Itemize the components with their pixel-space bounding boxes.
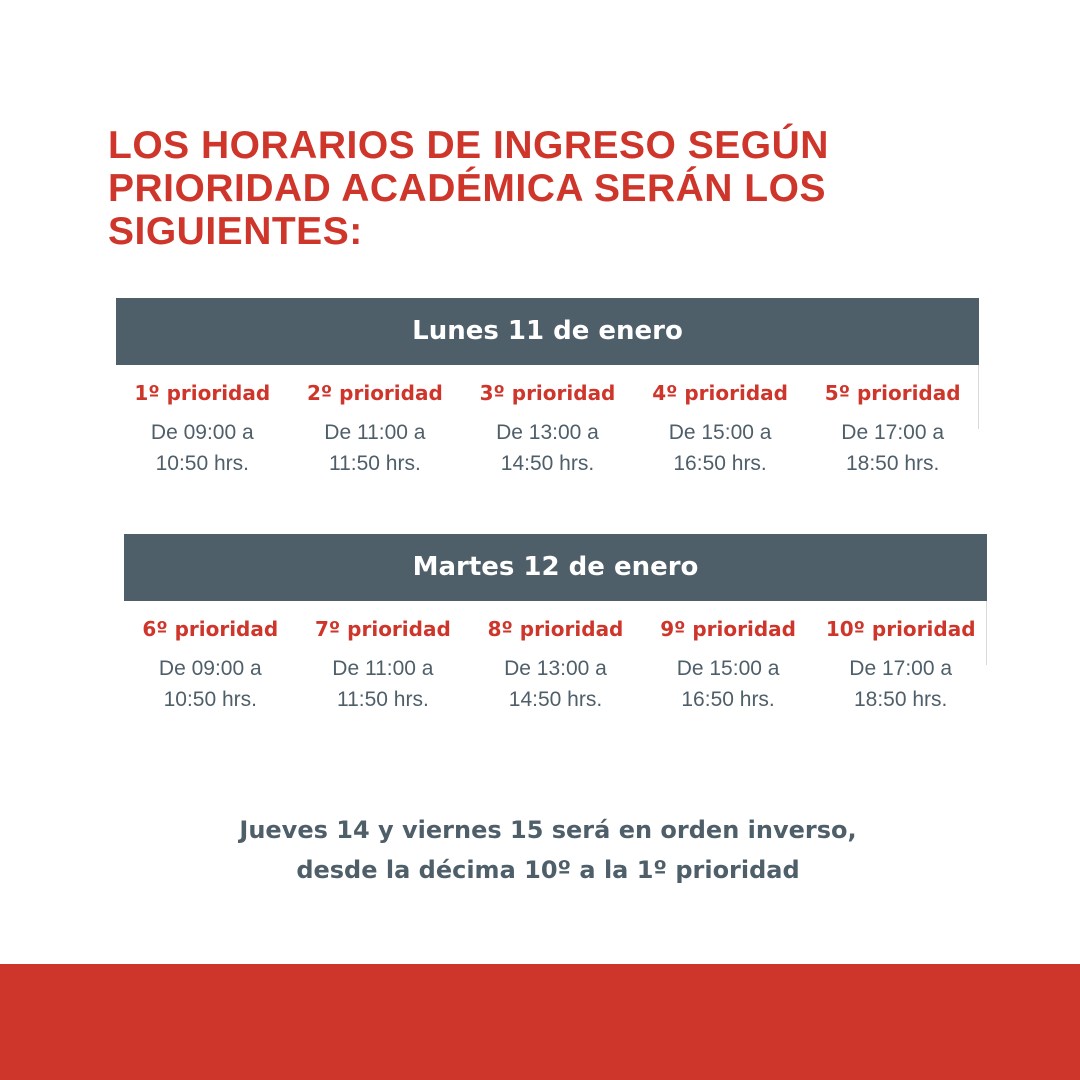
time-range <box>814 653 987 715</box>
time-end: 10:50 hrs. <box>163 688 257 711</box>
time-start: De 13:00 a <box>504 657 607 680</box>
slot-priority-6 <box>124 601 297 715</box>
slot-priority-9 <box>642 601 815 715</box>
time-end: 11:50 hrs. <box>336 688 429 711</box>
slot-priority-8 <box>469 601 642 715</box>
priority-label: 4º prioridad <box>652 381 788 405</box>
priority-label: 8º prioridad <box>487 617 624 641</box>
slot-priority-7 <box>297 601 470 715</box>
time-end: 16:50 hrs. <box>673 452 767 475</box>
time-range <box>642 653 815 715</box>
time-start: De 15:00 a <box>668 421 772 444</box>
slot-priority-1 <box>116 365 289 479</box>
time-start: De 15:00 a <box>676 657 780 680</box>
time-start: De 09:00 a <box>150 421 254 444</box>
priority-label: 7º prioridad <box>315 617 451 641</box>
time-start: De 17:00 a <box>849 657 953 680</box>
day-slots-area <box>124 601 987 711</box>
slot-row <box>124 601 987 715</box>
slot-priority-5 <box>806 365 979 479</box>
priority-label: 1º prioridad <box>134 381 271 405</box>
time-end: 16:50 hrs. <box>681 688 775 711</box>
time-start: De 13:00 a <box>496 421 599 444</box>
time-start: De 11:00 a <box>332 657 434 680</box>
slot-priority-2 <box>289 365 462 479</box>
day-header: Martes 12 de enero <box>124 534 987 601</box>
time-start: De 09:00 a <box>158 657 262 680</box>
time-end: 18:50 hrs. <box>853 688 948 711</box>
slot-priority-4 <box>634 365 807 479</box>
slot-row <box>116 365 979 479</box>
time-end: 10:50 hrs. <box>155 452 249 475</box>
time-range <box>806 417 979 479</box>
time-end: 14:50 hrs. <box>508 688 603 711</box>
time-range <box>634 417 807 479</box>
time-start: De 11:00 a <box>324 421 426 444</box>
time-start: De 17:00 a <box>841 421 945 444</box>
time-range <box>116 417 289 479</box>
schedule-tuesday <box>124 534 987 711</box>
time-range <box>461 417 634 479</box>
day-slots-area <box>116 365 979 475</box>
note-line-1: Jueves 14 y viernes 15 será en orden inverso, <box>239 816 857 844</box>
priority-label: 9º prioridad <box>660 617 796 641</box>
time-end: 18:50 hrs. <box>845 452 940 475</box>
page-title <box>108 124 988 253</box>
time-end: 11:50 hrs. <box>328 452 421 475</box>
note-line-2: desde la décima 10º a la 1º prioridad <box>296 856 800 884</box>
title-line-3: SIGUIENTES: <box>108 210 363 253</box>
priority-label: 2º prioridad <box>307 381 443 405</box>
priority-label: 5º prioridad <box>824 381 961 405</box>
priority-label: 10º prioridad <box>825 617 976 641</box>
time-range <box>297 653 470 715</box>
time-range <box>289 417 462 479</box>
schedule-monday <box>116 298 979 475</box>
day-header: Lunes 11 de enero <box>116 298 979 365</box>
reverse-order-note <box>0 810 1080 890</box>
priority-label: 6º prioridad <box>142 617 279 641</box>
footer-bar <box>0 964 1080 1080</box>
time-end: 14:50 hrs. <box>500 452 595 475</box>
title-line-2: PRIORIDAD ACADÉMICA SERÁN LOS <box>108 167 826 210</box>
slot-priority-10 <box>814 601 987 715</box>
title-line-1: LOS HORARIOS DE INGRESO SEGÚN <box>108 124 829 167</box>
time-range <box>469 653 642 715</box>
time-range <box>124 653 297 715</box>
slot-priority-3 <box>461 365 634 479</box>
priority-label: 3º prioridad <box>479 381 616 405</box>
